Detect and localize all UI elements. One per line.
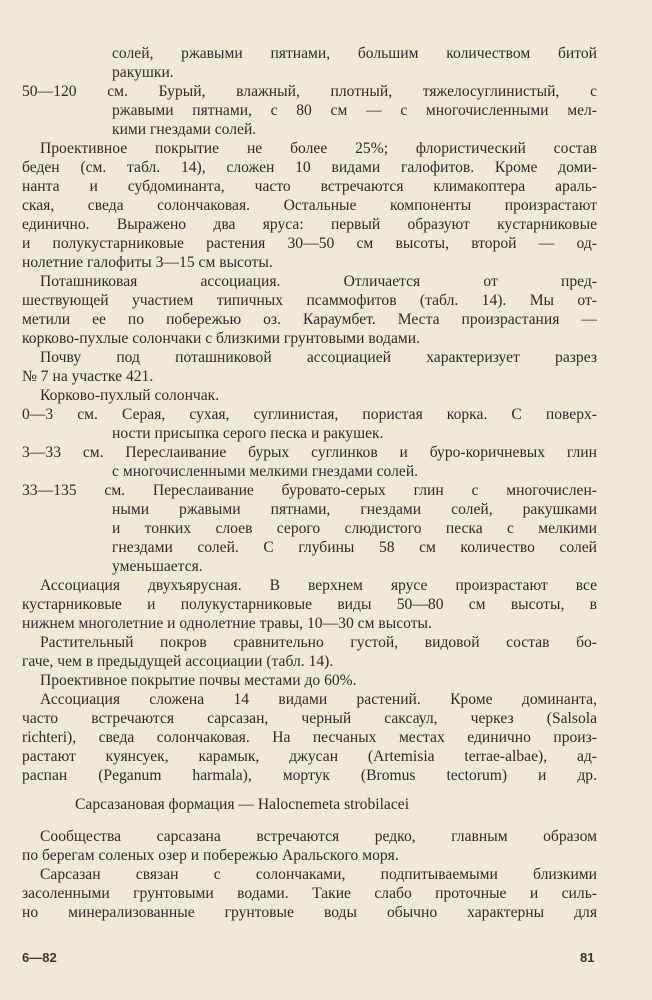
- text-line: ными ржавыми пятнами, гнездами солей, ракушками: [112, 501, 597, 518]
- text-line: Сарсазан связан с солончаками, подпитываемыми близкими: [40, 866, 597, 883]
- text-line: засоленными грунтовыми водами. Такие слабо проточные и силь-: [22, 885, 597, 902]
- text-line: Растительный покров сравнительно густой, видовой состав бо-: [40, 634, 597, 651]
- text-line: ская, сведа солончаковая. Остальные компоненты произрастают: [22, 197, 597, 214]
- text-line: Проективное покрытие почвы местами до 60%.: [40, 672, 357, 689]
- text-line: нижнем многолетние и однолетние травы, 10—30 см высоты.: [22, 615, 432, 632]
- text-line: и тонких слоев серого слюдистого песка с мелкими: [112, 520, 597, 537]
- text-line: ракушки.: [112, 64, 174, 81]
- text-line: richteri), сведа солончаковая. На песчаных местах единично произ-: [22, 729, 597, 746]
- text-line: нолетние галофиты 3—15 см высоты.: [22, 254, 273, 271]
- text-line: беден (см. табл. 14), сложен 10 видами галофитов. Кроме доми-: [22, 159, 597, 176]
- text-line: ности присыпка серого песка и ракушек.: [112, 425, 384, 442]
- text-line: Проективное покрытие не более 25%; флористический состав: [40, 140, 597, 157]
- text-line: 3—33 см. Переслаивание бурых суглинков и буро-коричневых глин: [22, 444, 597, 461]
- text-line: ржавыми пятнами, с 80 см — с многочисленными мел-: [112, 102, 597, 119]
- text-line: распан (Peganum harmala), мортук (Bromus tectorum) и др.: [22, 767, 597, 784]
- text-line: Почву под поташниковой ассоциацией характеризует разрез: [40, 349, 597, 366]
- text-line: метили ее по побережью оз. Караумбет. Места произрастания —: [22, 311, 597, 328]
- text-line: по берегам соленых озер и побережью Аральского моря.: [22, 847, 399, 864]
- text-line: нанта и субдоминанта, часто встречаются климакоптера араль-: [22, 178, 597, 195]
- text-line: шествующей участием типичных псаммофитов (табл. 14). Мы от-: [22, 292, 597, 309]
- text-line: Ассоциация двухъярусная. В верхнем ярусе произрастают все: [40, 577, 597, 594]
- text-line: Сообщества сарсазана встречаются редко, главным образом: [40, 828, 597, 845]
- text-line: Корково-пухлый солончак.: [40, 387, 220, 404]
- text-line: 0—3 см. Серая, сухая, суглинистая, пористая корка. С поверх-: [22, 406, 597, 423]
- text-line: Поташниковая ассоциация. Отличается от пред-: [40, 273, 597, 290]
- text-line: растают куянсуек, карамык, джусан (Artemisia terrae-albae), ад-: [22, 748, 597, 765]
- text-line: № 7 на участке 421.: [22, 368, 154, 385]
- page-number: 81: [580, 950, 595, 965]
- text-line: 50—120 см. Бурый, влажный, плотный, тяжелосуглинистый, с: [22, 83, 597, 100]
- text-line: но минерализованные грунтовые воды обычно характерны для: [22, 904, 597, 921]
- text-line: единично. Выражено два яруса: первый образуют кустарниковые: [22, 216, 597, 233]
- text-line: корково-пухлые солончаки с близкими грунтовыми водами.: [22, 330, 420, 347]
- text-line: Ассоциация сложена 14 видами растений. Кроме доминанта,: [40, 691, 597, 708]
- text-line: уменьшается.: [112, 558, 203, 575]
- printer-signature: 6—82: [22, 950, 57, 965]
- text-line: и полукустарниковые растения 30—50 см высоты, второй — од-: [22, 235, 597, 252]
- text-line: с многочисленными мелкими гнездами солей.: [112, 463, 419, 480]
- section-heading: Сарсазановая формация — Halocnemeta strobilacei: [75, 796, 410, 813]
- text-line: 33—135 см. Переслаивание буровато-серых глин с многочислен-: [22, 482, 597, 499]
- text-line: гаче, чем в предыдущей ассоциации (табл. 14).: [22, 653, 334, 670]
- text-line: кими гнездами солей.: [112, 121, 257, 138]
- text-line: кустарниковые и полукустарниковые виды 50—80 см высоты, в: [22, 596, 597, 613]
- text-line: солей, ржавыми пятнами, большим количеством битой: [112, 45, 597, 62]
- text-line: гнездами солей. С глубины 58 см количество солей: [112, 539, 597, 556]
- text-line: часто встречаются сарсазан, черный саксаул, черкез (Salsola: [22, 710, 597, 727]
